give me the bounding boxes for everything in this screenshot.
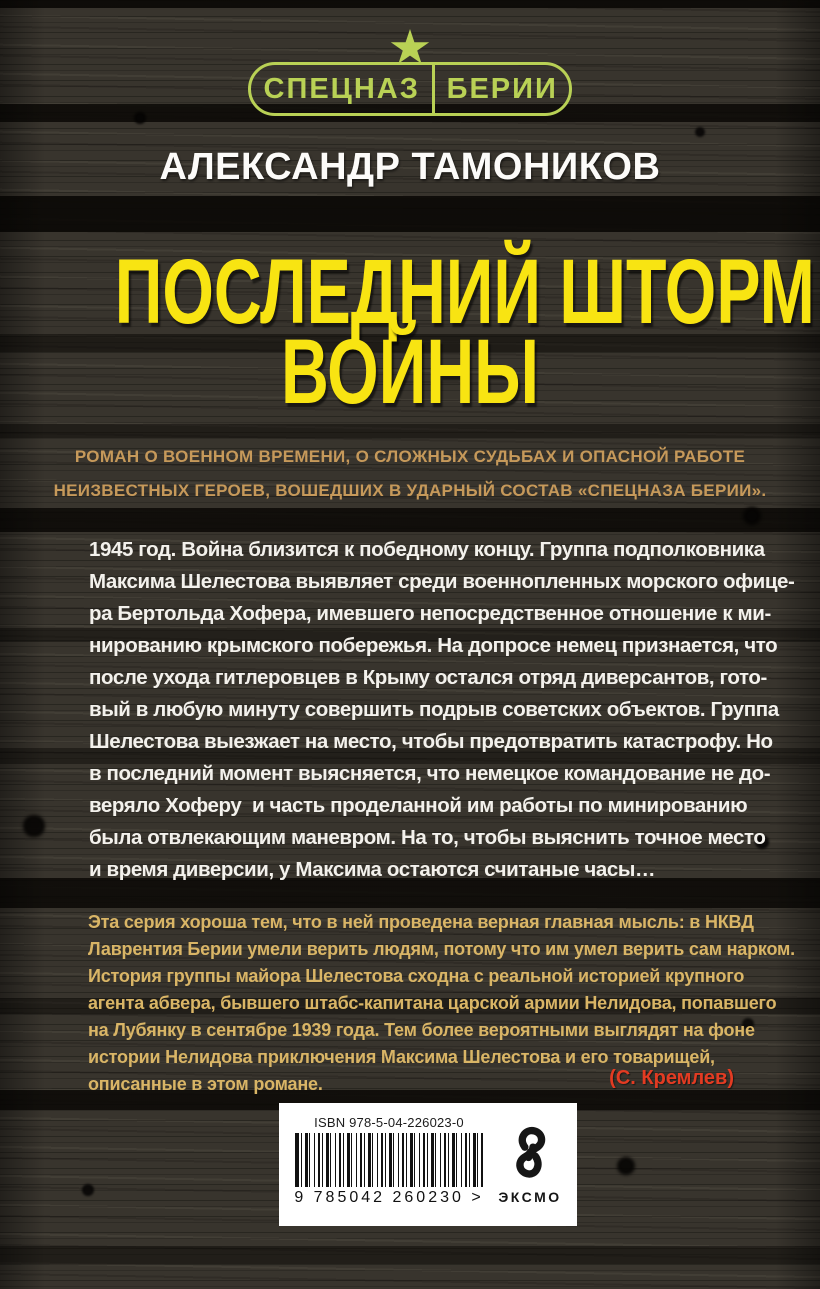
barcode-digits: 9 785042 260230 > [294, 1189, 484, 1206]
review-quote: Эта серия хороша тем, что в ней проведена верная главная мысль: в НКВД Лаврентия Берии умели верить людям, потому что им умел верить сам нарком. История группы майора Шелестова сходна с реальной историей крупного агента абвера, бывшего штабс-капитана царской армии Нелидова, попавшего на Лубянку в сентябре 1939 года. Тем более вероятными выглядят на фоне истории Нелидова приключения Максима Шелестова и его товарищей, описанные в этом романе. [88, 912, 795, 1094]
review-attribution: (С. Кремлев) [609, 1067, 734, 1089]
publisher-name: ЭКСМО [498, 1188, 562, 1205]
wood-knots-decoration [0, 0, 8, 8]
isbn-number: ISBN 978-5-04-226023-0 [314, 1115, 464, 1130]
barcode [295, 1133, 483, 1187]
series-tagline: РОМАН О ВОЕННОМ ВРЕМЕНИ, О СЛОЖНЫХ СУДЬБАХ И ОПАСНОЙ РАБОТЕ НЕИЗВЕСТНЫХ ГЕРОЕВ, ВОШЕДШИХ В УДАРНЫЙ СОСТАВ «СПЕЦНАЗА БЕРИИ». [53, 447, 767, 500]
author-name: АЛЕКСАНДР ТАМОНИКОВ [159, 146, 661, 188]
eksmo-logo-icon [507, 1125, 553, 1187]
title-line-2: ВОЙНЫ [280, 321, 540, 423]
publisher-column [489, 1111, 571, 1218]
isbn-box [279, 1103, 577, 1226]
series-name-right: БЕРИИ [446, 72, 558, 105]
book-title [0, 241, 820, 423]
barcode-column [289, 1111, 489, 1218]
series-badge [248, 62, 572, 116]
synopsis-text: 1945 год. Война близится к победному концу. Группа подполковника Максима Шелестова выявляет среди военнопленных морского офице- ра Бертольда Хофера, имевшего непосредственное отношение к ми- нированию крымского побережья. На допросе немец признается, что после ухода гитлеровцев в Крыму остался отряд диверсантов, гото- вый в любую минуту совершить подрыв советских объектов. Группа Шелестова выезжает на место, чтобы предотвратить катастрофу. Но в последний момент выясняется, что немецкое командование не до- веряло Хоферу и часть проделанной им работы по минированию была отвлекающим маневром. На то, чтобы выяснить точное место и время диверсии, у Максима остаются считаные часы… [89, 538, 795, 881]
title-line-1: ПОСЛЕДНИЙ ШТОРМ [114, 241, 815, 343]
series-name-left: СПЕЦНАЗ [251, 65, 435, 113]
